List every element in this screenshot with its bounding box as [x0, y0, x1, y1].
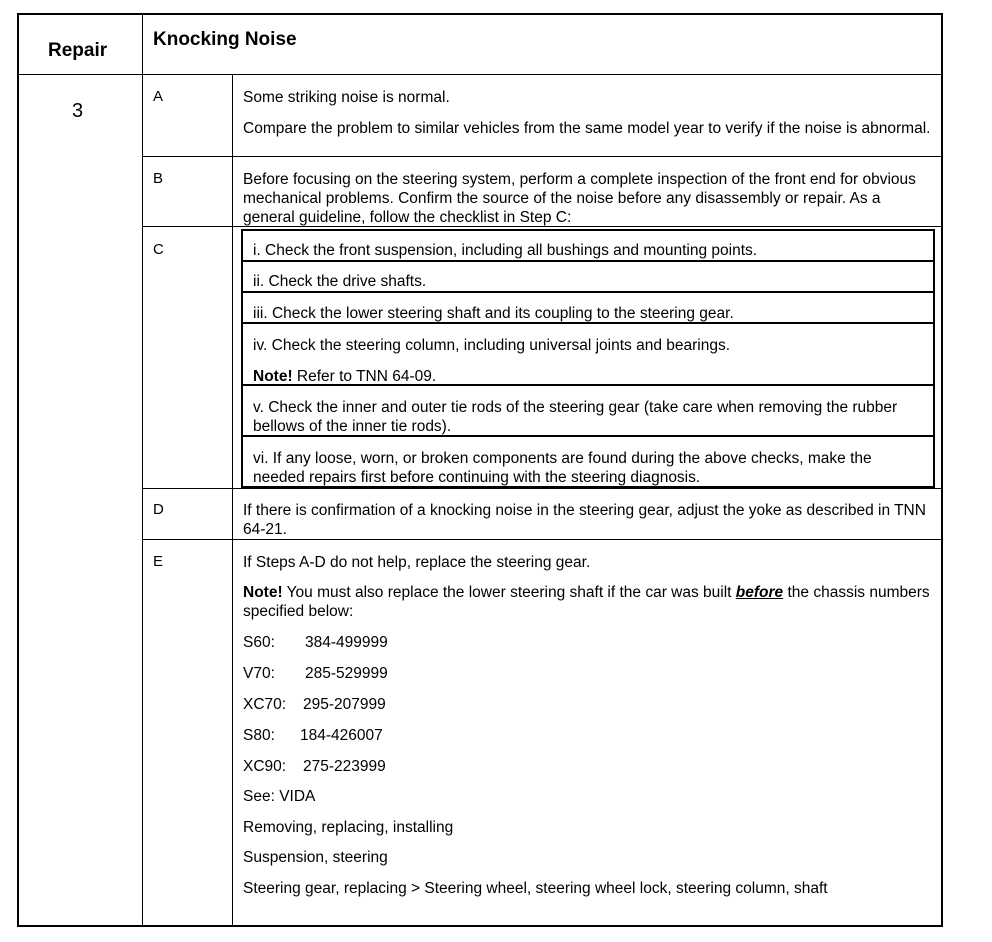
step-a-text-2: Compare the problem to similar vehicles from the same model year to verify if the noise is abnormal.	[243, 120, 931, 137]
chassis-row	[243, 695, 933, 714]
repair-column-header: Repair	[48, 40, 108, 61]
row-divider-cd	[143, 488, 942, 489]
column-divider-step	[232, 74, 233, 927]
checklist-divider	[242, 260, 934, 262]
chassis-model: XC90:	[243, 758, 287, 775]
chassis-range: 184-426007	[300, 727, 383, 744]
checklist-item-6: vi. If any loose, worn, or broken components are found during the above checks, make the needed repairs first before continuing with the steering diagnosis.	[253, 450, 872, 486]
step-label-a: A	[153, 88, 164, 105]
step-e-text: If Steps A-D do not help, replace the steering gear.	[243, 554, 591, 571]
note-label: Note!	[243, 584, 283, 601]
step-label-d: D	[153, 501, 164, 518]
checklist-item-2: ii. Check the drive shafts.	[253, 273, 427, 290]
note-text: Refer to TNN 64-09.	[292, 368, 437, 385]
chassis-model: S60:	[243, 634, 275, 651]
chassis-row	[243, 757, 933, 776]
note-label: Note!	[253, 368, 293, 385]
step-label-c: C	[153, 241, 164, 258]
chassis-model: V70:	[243, 665, 275, 682]
chassis-row	[243, 664, 933, 683]
chassis-model: XC70:	[243, 696, 287, 713]
chassis-row	[243, 633, 933, 652]
checklist-item-3: iii. Check the lower steering shaft and its coupling to the steering gear.	[253, 305, 734, 322]
step-a-text-1: Some striking noise is normal.	[243, 89, 450, 106]
chassis-range: 295-207999	[303, 696, 386, 713]
note-text: the chassis numbers specified below:	[243, 584, 930, 620]
chassis-range: 384-499999	[305, 634, 388, 651]
step-d-text: If there is confirmation of a knocking noise in the steering gear, adjust the yoke as described in TNN 64-21.	[243, 502, 926, 538]
chassis-model: S80:	[243, 727, 275, 744]
page-title: Knocking Noise	[153, 29, 297, 50]
step-label-b: B	[153, 170, 164, 187]
reference-path: Steering gear, replacing > Steering wheel, steering wheel lock, steering column, shaft	[243, 880, 828, 897]
row-divider-de	[143, 539, 942, 540]
chassis-row	[243, 726, 933, 745]
see-reference: See: VIDA	[243, 788, 316, 805]
note-text: You must also replace the lower steering shaft if the car was built	[282, 584, 736, 601]
checklist-item-4-note	[253, 367, 923, 386]
reference-path: Suspension, steering	[243, 849, 388, 866]
row-divider-ab	[143, 156, 942, 157]
step-e-note	[243, 583, 933, 621]
step-label-e: E	[153, 553, 164, 570]
reference-path: Removing, replacing, installing	[243, 819, 454, 836]
chassis-range: 275-223999	[303, 758, 386, 775]
checklist-item-5: v. Check the inner and outer tie rods of the steering gear (take care when removing the rubber bellows of the inner tie rods).	[253, 399, 898, 435]
checklist-divider	[242, 291, 934, 293]
checklist-item-4: iv. Check the steering column, including universal joints and bearings.	[253, 337, 731, 354]
chassis-range: 285-529999	[305, 665, 388, 682]
step-b-text: Before focusing on the steering system, perform a complete inspection of the front end for obvious mechanical problems. Confirm the source of the noise before any disassembly or repair. As a general guideline, follow the checklist in Step C:	[243, 171, 916, 226]
note-emphasis: before	[735, 584, 784, 601]
repair-number: 3	[72, 100, 84, 122]
column-divider-repair	[142, 14, 143, 927]
header-divider	[18, 74, 942, 75]
checklist-item-1: i. Check the front suspension, including all bushings and mounting points.	[253, 242, 758, 259]
